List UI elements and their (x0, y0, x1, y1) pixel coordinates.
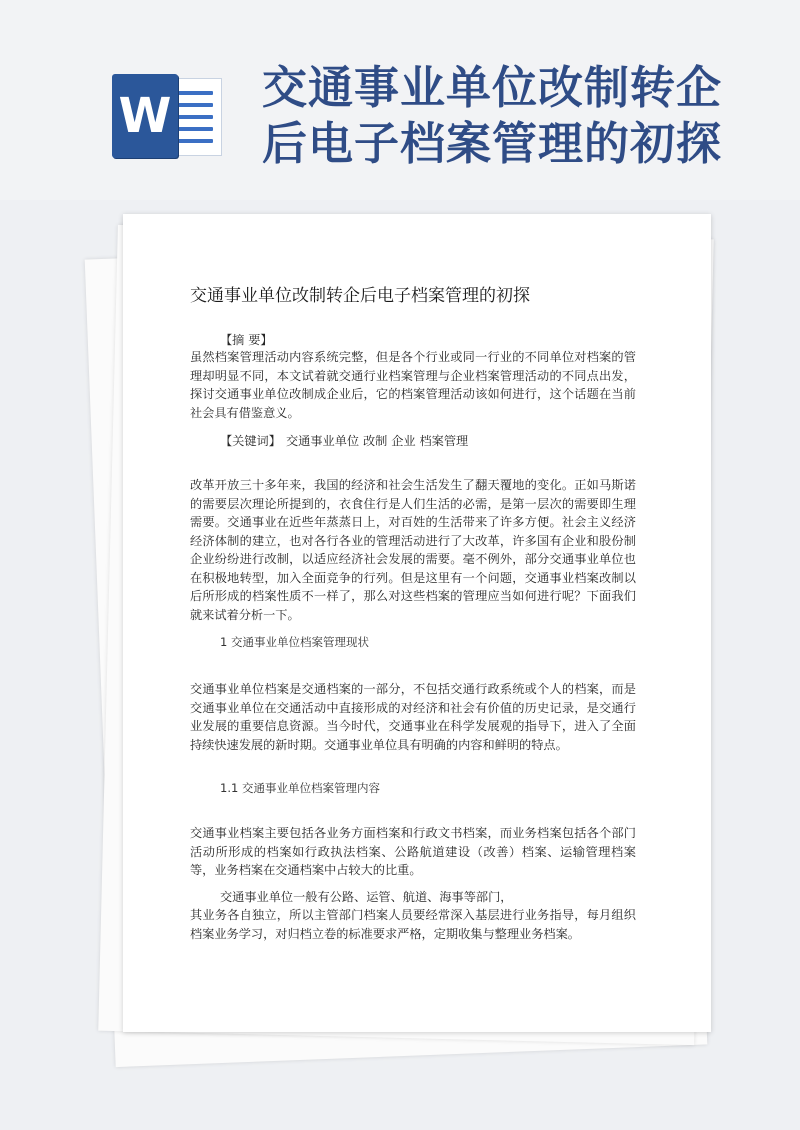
section-1-1-paragraph-2-rest: 其业务各自独立，所以主管部门档案人员要经常深入基层进行业务指导，每月组织档案业务学习，对归档立卷的标准要求严格，定期收集与整理业务档案。 (190, 908, 636, 941)
section-1-1-paragraph-2-first-line: 交通事业单位一般有公路、运管、航道、海事等部门， (220, 890, 513, 904)
section-1-1-paragraph: 交通事业档案主要包括各业务方面档案和行政文书档案，而业务档案包括各个部门活动所形成的档案如行政执法档案、公路航道建设（改善）档案、运输管理档案等，业务档案在交通档案中占较大的比重。 (190, 826, 636, 877)
document-page (123, 214, 711, 1032)
abstract-label: 【摘 要】 (220, 333, 273, 347)
word-logo-letter: W (118, 88, 172, 144)
banner-title: 交通事业单位改制转企后电子档案管理的初探 (262, 61, 723, 170)
section-1-1-heading: 1.1 交通事业单位档案管理内容 (220, 781, 380, 795)
keywords-text: 交通事业单位 改制 企业 档案管理 (286, 434, 469, 448)
header-banner (0, 0, 800, 200)
abstract-text: 虽然档案管理活动内容系统完整，但是各个行业或同一行业的不同单位对档案的管理却明显不同，本文试着就交通行业档案管理与企业档案管理活动的不同点出发，探讨交通事业单位改制成企业后，它的档案管理活动该如何进行，这个话题在当前社会具有借鉴意义。 (190, 350, 636, 420)
document-title: 交通事业单位改制转企后电子档案管理的初探 (190, 286, 530, 306)
section-1-heading: 1 交通事业单位档案管理现状 (220, 635, 369, 649)
section-1-paragraph: 交通事业单位档案是交通档案的一部分，不包括交通行政系统或个人的档案，而是交通事业单位在交通活动中直接形成的对经济和社会有价值的历史记录，是交通行业发展的重要信息资源。当今时代，交通事业在科学发展观的指导下，进入了全面持续快速发展的新时期。交通事业单位具有明确的内容和鲜明的特点。 (190, 682, 636, 752)
keywords-label: 【关键词】 (220, 434, 281, 448)
word-logo-badge (112, 74, 178, 158)
word-document-icon (112, 68, 222, 164)
intro-paragraph: 改革开放三十多年来，我国的经济和社会生活发生了翻天覆地的变化。正如马斯诺的需要层次理论所提到的，衣食住行是人们生活的必需，是第一层次的需要即生理需要。交通事业在近些年蒸蒸日上，对百姓的生活带来了许多方便。社会主义经济经济体制的建立，也对各行各业的管理活动进行了大改革，许多国有企业和股份制企业纷纷进行改制，以适应经济社会发展的需要。毫不例外，部分交通事业单位也在积极地转型，加入全面竞争的行列。但是这里有一个问题，交通事业档案改制以后所形成的档案性质不一样了，那么对这些档案的管理应当如何进行呢？下面我们就来试着分析一下。 (190, 478, 636, 622)
